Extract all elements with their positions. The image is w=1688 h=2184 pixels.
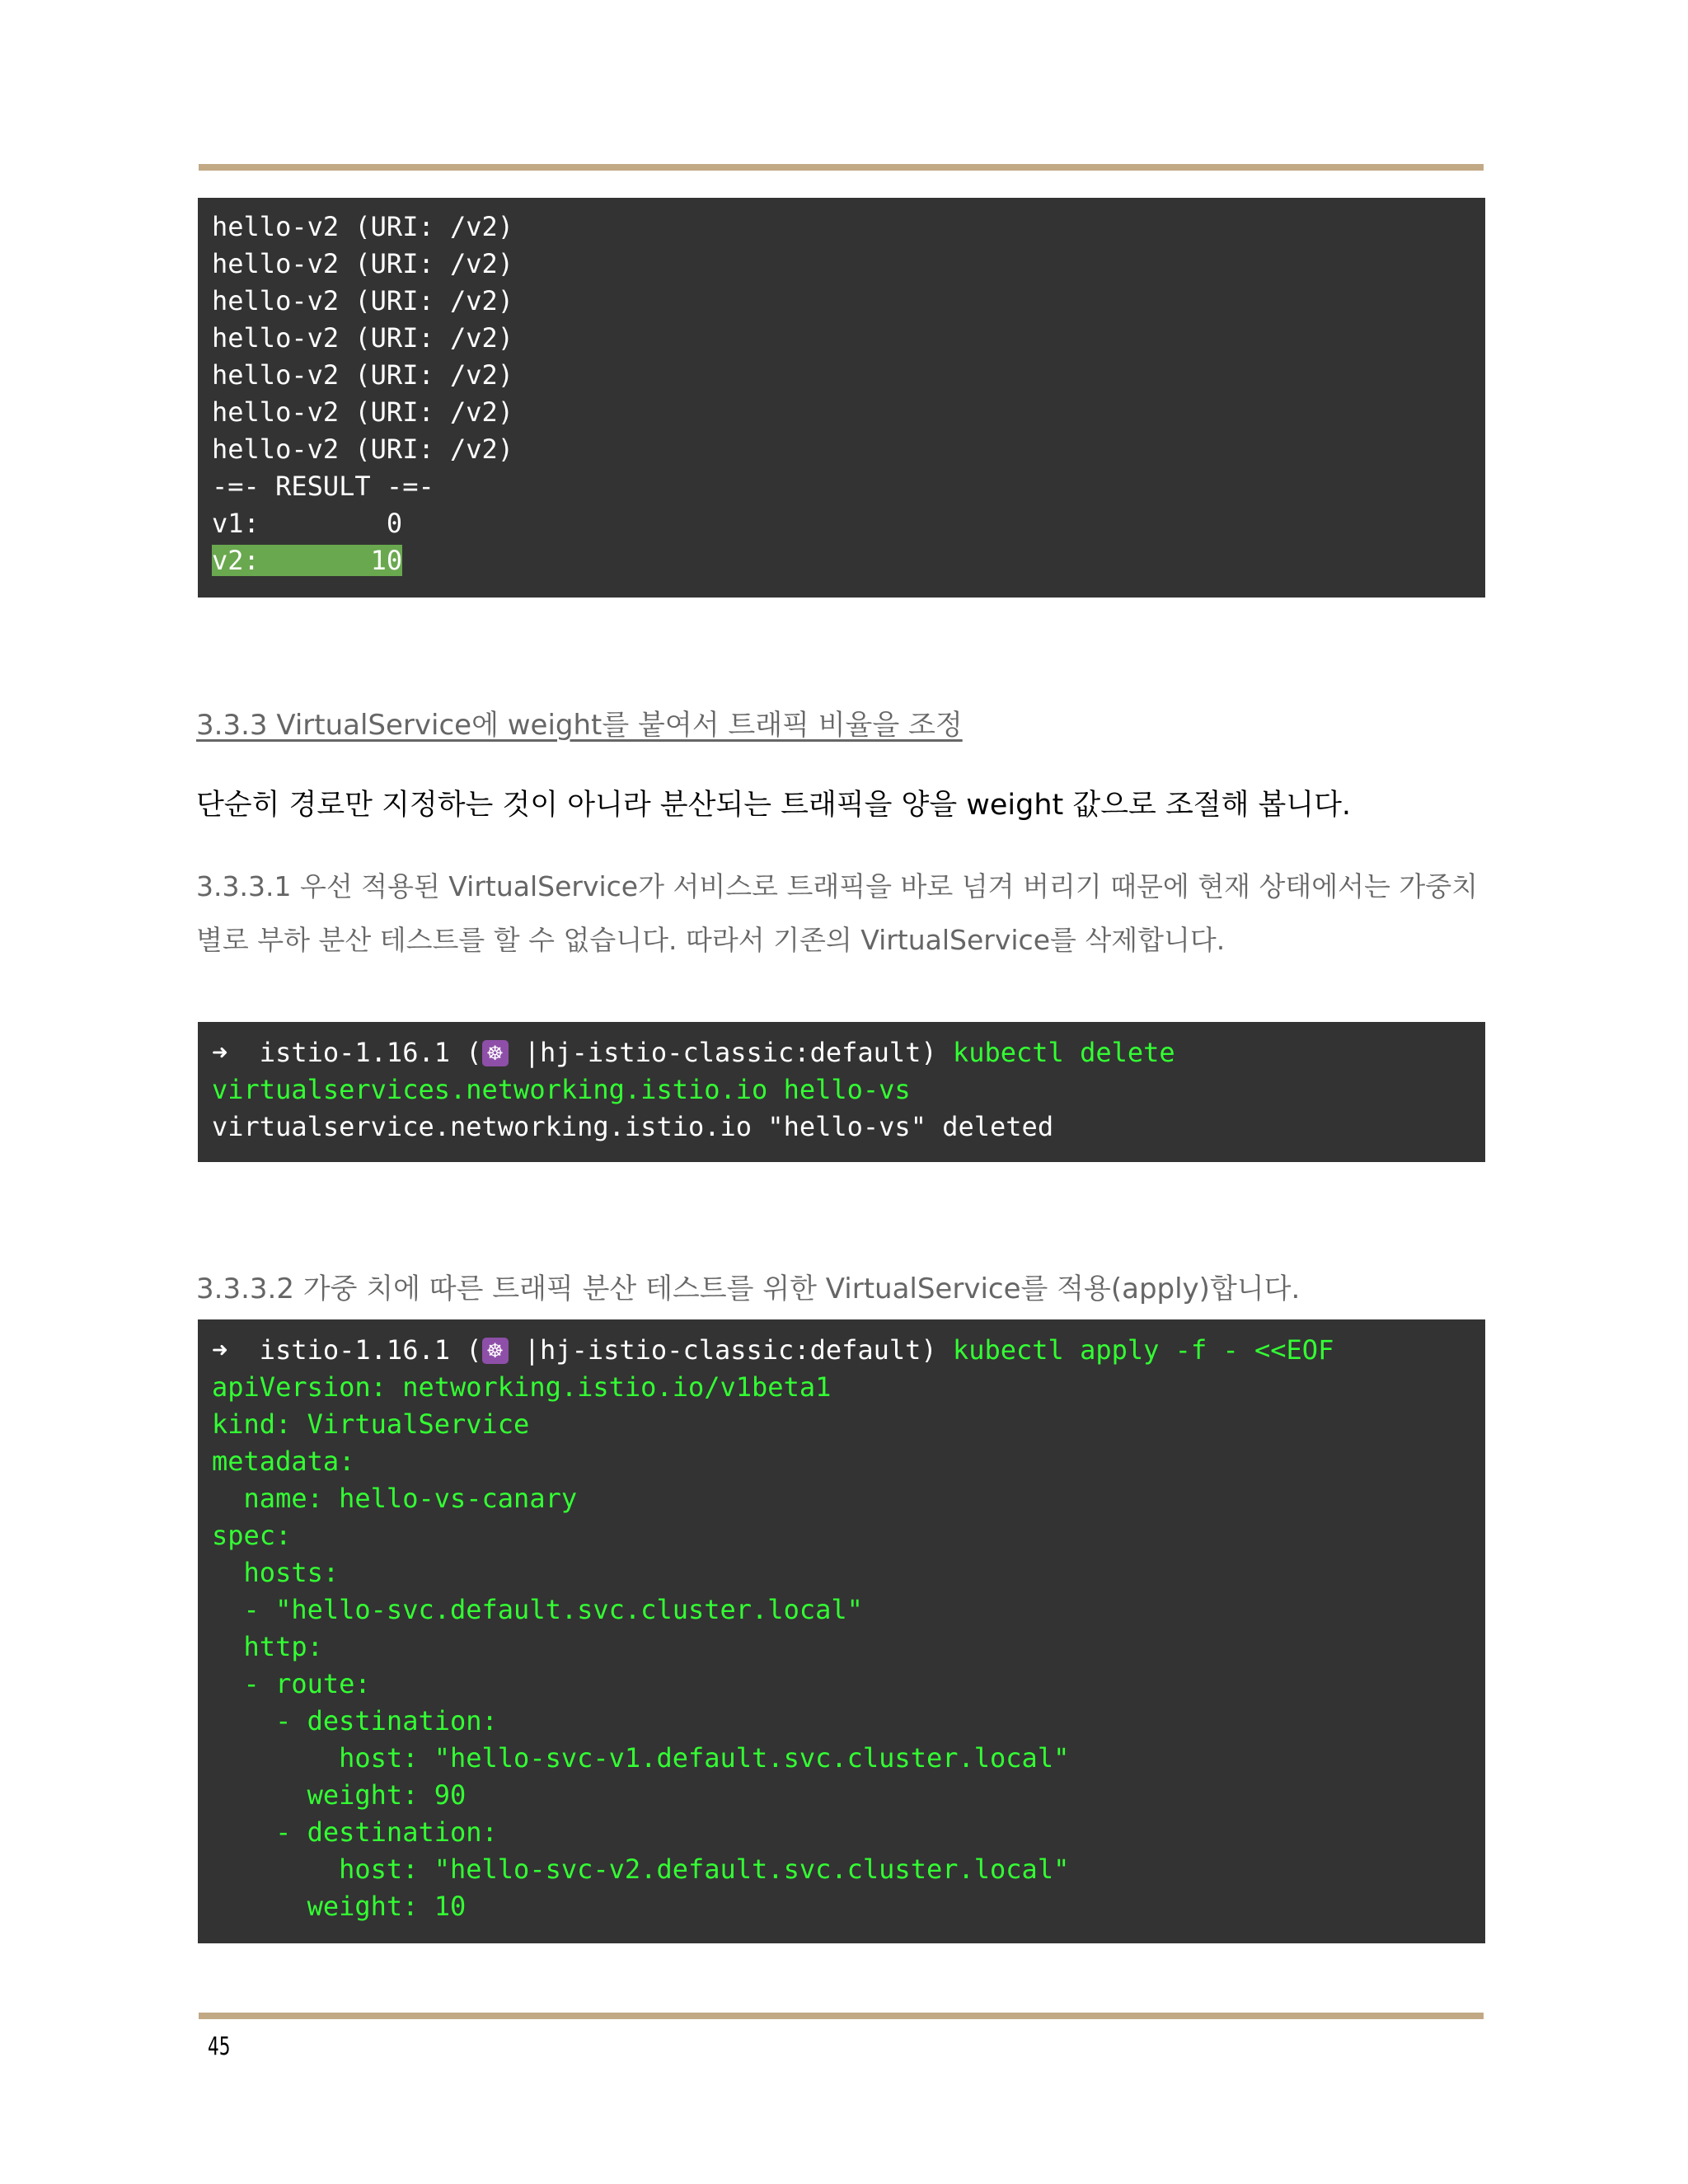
yaml-line: hosts: — [212, 1557, 340, 1588]
output-line: hello-v2 (URI: /v2) — [212, 396, 514, 428]
prompt-arrow-icon: ➜ — [212, 1334, 228, 1366]
yaml-line: - destination: — [212, 1705, 498, 1736]
step-3-3-3-2-paragraph: 3.3.3.2 가중 치에 따른 트래픽 분산 테스트를 위한 VirtualService를 적용(apply)합니다. — [196, 1272, 1301, 1305]
delete-output: virtualservice.networking.istio.io "hello-vs" deleted — [212, 1111, 1054, 1142]
kubernetes-icon — [482, 1338, 509, 1364]
output-line: hello-v2 (URI: /v2) — [212, 322, 514, 354]
delete-command: kubectl delete — [952, 1037, 1175, 1068]
yaml-line: http: — [212, 1631, 323, 1662]
prompt-directory: istio-1.16.1 ( — [259, 1037, 482, 1068]
prompt-arrow-icon: ➜ — [212, 1037, 228, 1068]
yaml-line: - "hello-svc.default.svc.cluster.local" — [212, 1594, 863, 1625]
output-line: hello-v2 (URI: /v2) — [212, 248, 514, 279]
result-header: -=- RESULT -=- — [212, 471, 434, 502]
top-divider — [199, 164, 1484, 171]
section-heading: 3.3.3 VirtualService에 weight를 붙여서 트래픽 비율을 조정 — [196, 709, 963, 742]
apply-command-block — [198, 1319, 1485, 1943]
step-3-3-3-1-paragraph: 3.3.3.1 우선 적용된 VirtualService가 서비스로 트래픽을 바로 넘겨 버리기 때문에 현재 상태에서는 가중치 별로 부하 분산 테스트를 할 수 없습니다. 따라서 기존의 VirtualService를 삭제합니다. — [196, 870, 1478, 956]
yaml-line: apiVersion: networking.istio.io/v1beta1 — [212, 1371, 832, 1403]
yaml-line: metadata: — [212, 1446, 355, 1477]
page-number: 45 — [208, 2032, 231, 2061]
delete-command-block — [198, 1022, 1485, 1162]
prompt-context: |hj-istio-classic:default) — [523, 1037, 937, 1068]
result-v2-highlighted: v2: 10 — [212, 545, 403, 576]
output-line: hello-v2 (URI: /v2) — [212, 434, 514, 465]
output-line: hello-v2 (URI: /v2) — [212, 211, 514, 242]
kubernetes-icon — [482, 1040, 509, 1066]
yaml-line: spec: — [212, 1520, 292, 1551]
delete-command-continued: virtualservices.networking.istio.io hello-vs — [212, 1074, 911, 1105]
yaml-line: name: hello-vs-canary — [212, 1483, 578, 1514]
apply-command: kubectl apply -f - <<EOF — [952, 1334, 1334, 1366]
yaml-line: host: "hello-svc-v2.default.svc.cluster.local" — [212, 1854, 1070, 1885]
yaml-line: weight: 10 — [212, 1891, 467, 1922]
bottom-divider — [199, 2013, 1484, 2019]
result-v1: v1: 0 — [212, 508, 403, 539]
prompt-context: |hj-istio-classic:default) — [523, 1334, 937, 1366]
yaml-line: host: "hello-svc-v1.default.svc.cluster.local" — [212, 1742, 1070, 1774]
output-line: hello-v2 (URI: /v2) — [212, 285, 514, 316]
prompt-directory: istio-1.16.1 ( — [259, 1334, 482, 1366]
yaml-line: - route: — [212, 1668, 371, 1699]
terminal-output-block — [198, 198, 1485, 598]
output-line: hello-v2 (URI: /v2) — [212, 359, 514, 391]
intro-paragraph: 단순히 경로만 지정하는 것이 아니라 분산되는 트래픽을 양을 weight 값으로 조절해 봅니다. — [196, 789, 1352, 822]
yaml-line: kind: VirtualService — [212, 1408, 530, 1440]
yaml-line: - destination: — [212, 1816, 498, 1848]
yaml-line: weight: 90 — [212, 1779, 467, 1811]
